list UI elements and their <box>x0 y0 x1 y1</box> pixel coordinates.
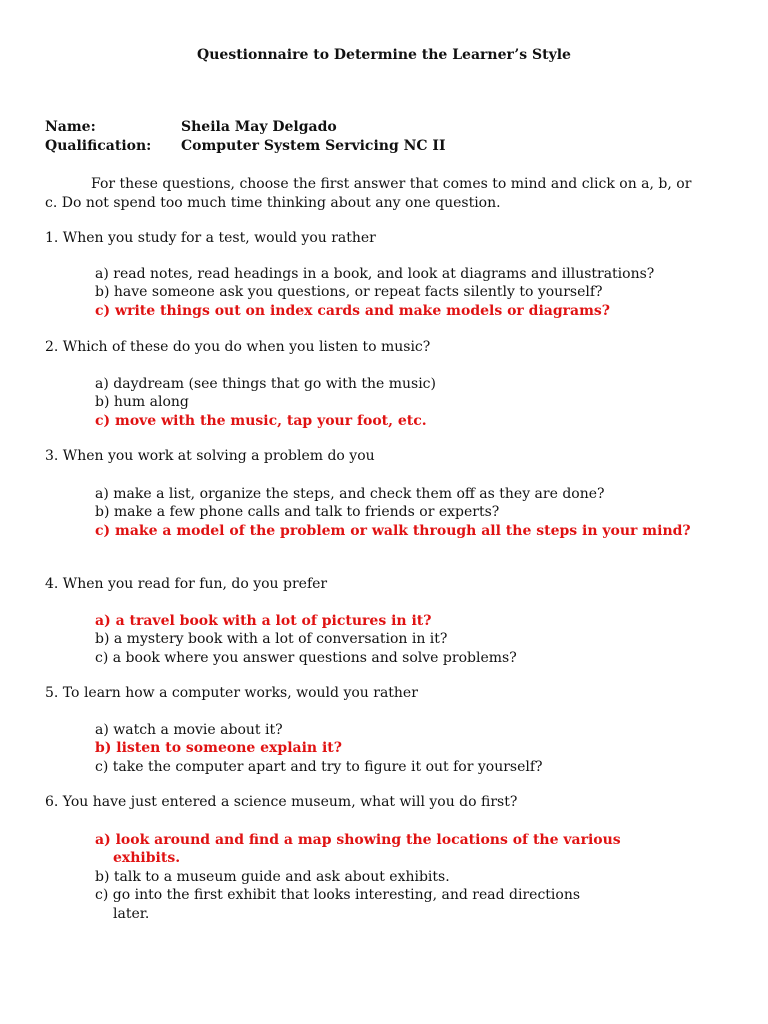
question-5-options <box>95 721 543 776</box>
instructions-line-1: For these questions, choose the first answer that comes to mind and click on a, b, or <box>91 176 692 192</box>
answer-option-a[interactable] <box>95 485 691 503</box>
answer-option-c[interactable] <box>95 522 691 540</box>
answer-option-b[interactable] <box>95 283 654 301</box>
answer-option-text: c) write things out on index cards and make models or diagrams? <box>95 302 610 319</box>
answer-option-text: b) listen to someone explain it? <box>95 740 342 757</box>
answer-option-b[interactable] <box>95 868 621 886</box>
answer-option-a[interactable] <box>95 831 621 868</box>
answer-option-text: c) move with the music, tap your foot, etc. <box>95 412 427 429</box>
answer-option-b[interactable] <box>95 503 691 521</box>
answer-option-a[interactable] <box>95 375 436 393</box>
question-1-options <box>95 265 654 320</box>
instructions-line-2: c. Do not spend too much time thinking about any one question. <box>45 195 501 211</box>
answer-option-text: a) a travel book with a lot of pictures in it? <box>95 613 432 629</box>
answer-option-text: b) make a few phone calls and talk to friends or experts? <box>95 504 500 521</box>
question-6: 6. You have just entered a science museum, what will you do first? <box>45 794 518 810</box>
answer-option-text: b) hum along <box>95 394 189 411</box>
answer-option-text: a) make a list, organize the steps, and check them off as they are done? <box>95 486 605 502</box>
answer-option-text: b) talk to a museum guide and ask about exhibits. <box>95 868 450 885</box>
answer-option-c[interactable] <box>95 649 517 667</box>
answer-option-text: c) take the computer apart and try to figure it out for yourself? <box>95 758 543 775</box>
name-value: Sheila May Delgado <box>181 119 337 135</box>
answer-option-c[interactable] <box>95 886 621 923</box>
answer-option-b[interactable] <box>95 739 543 757</box>
answer-option-text: a) read notes, read headings in a book, and look at diagrams and illustrations? <box>95 266 655 282</box>
answer-option-a[interactable] <box>95 721 543 739</box>
question-3-options <box>95 485 691 540</box>
answer-option-a[interactable] <box>95 265 654 283</box>
answer-option-c[interactable] <box>95 758 543 776</box>
answer-option-text: a) look around and find a map showing the locations of the various <box>95 832 621 848</box>
qualification-label: Qualification: <box>45 138 152 154</box>
name-row <box>45 119 337 135</box>
answer-option-text: c) make a model of the problem or walk through all the steps in your mind? <box>95 522 691 539</box>
question-3: 3. When you work at solving a problem do you <box>45 448 375 464</box>
answer-option-b[interactable] <box>95 630 517 648</box>
qualification-value: Computer System Servicing NC II <box>181 138 446 154</box>
answer-option-b[interactable] <box>95 393 436 411</box>
qualification-row <box>45 138 446 154</box>
answer-option-text: c) go into the first exhibit that looks interesting, and read directions <box>95 887 581 904</box>
answer-option-c[interactable] <box>95 302 654 320</box>
question-2: 2. Which of these do you do when you listen to music? <box>45 339 431 355</box>
question-2-options <box>95 375 436 430</box>
answer-option-continuation: exhibits. <box>113 850 181 867</box>
answer-option-continuation: later. <box>113 905 150 922</box>
question-5: 5. To learn how a computer works, would you rather <box>45 685 418 701</box>
question-6-options <box>95 831 621 923</box>
name-label: Name: <box>45 119 96 135</box>
answer-option-c[interactable] <box>95 412 436 430</box>
question-4: 4. When you read for fun, do you prefer <box>45 576 328 592</box>
answer-option-text: b) have someone ask you questions, or repeat facts silently to yourself? <box>95 284 603 301</box>
question-1: 1. When you study for a test, would you rather <box>45 230 376 246</box>
answer-option-text: a) daydream (see things that go with the music) <box>95 376 436 392</box>
answer-option-text: c) a book where you answer questions and solve problems? <box>95 649 517 666</box>
answer-option-text: b) a mystery book with a lot of conversation in it? <box>95 631 448 648</box>
page-title: Questionnaire to Determine the Learner’s Style <box>197 47 571 63</box>
answer-option-a[interactable] <box>95 612 517 630</box>
answer-option-text: a) watch a movie about it? <box>95 722 283 738</box>
instructions <box>45 175 735 213</box>
question-4-options <box>95 612 517 667</box>
